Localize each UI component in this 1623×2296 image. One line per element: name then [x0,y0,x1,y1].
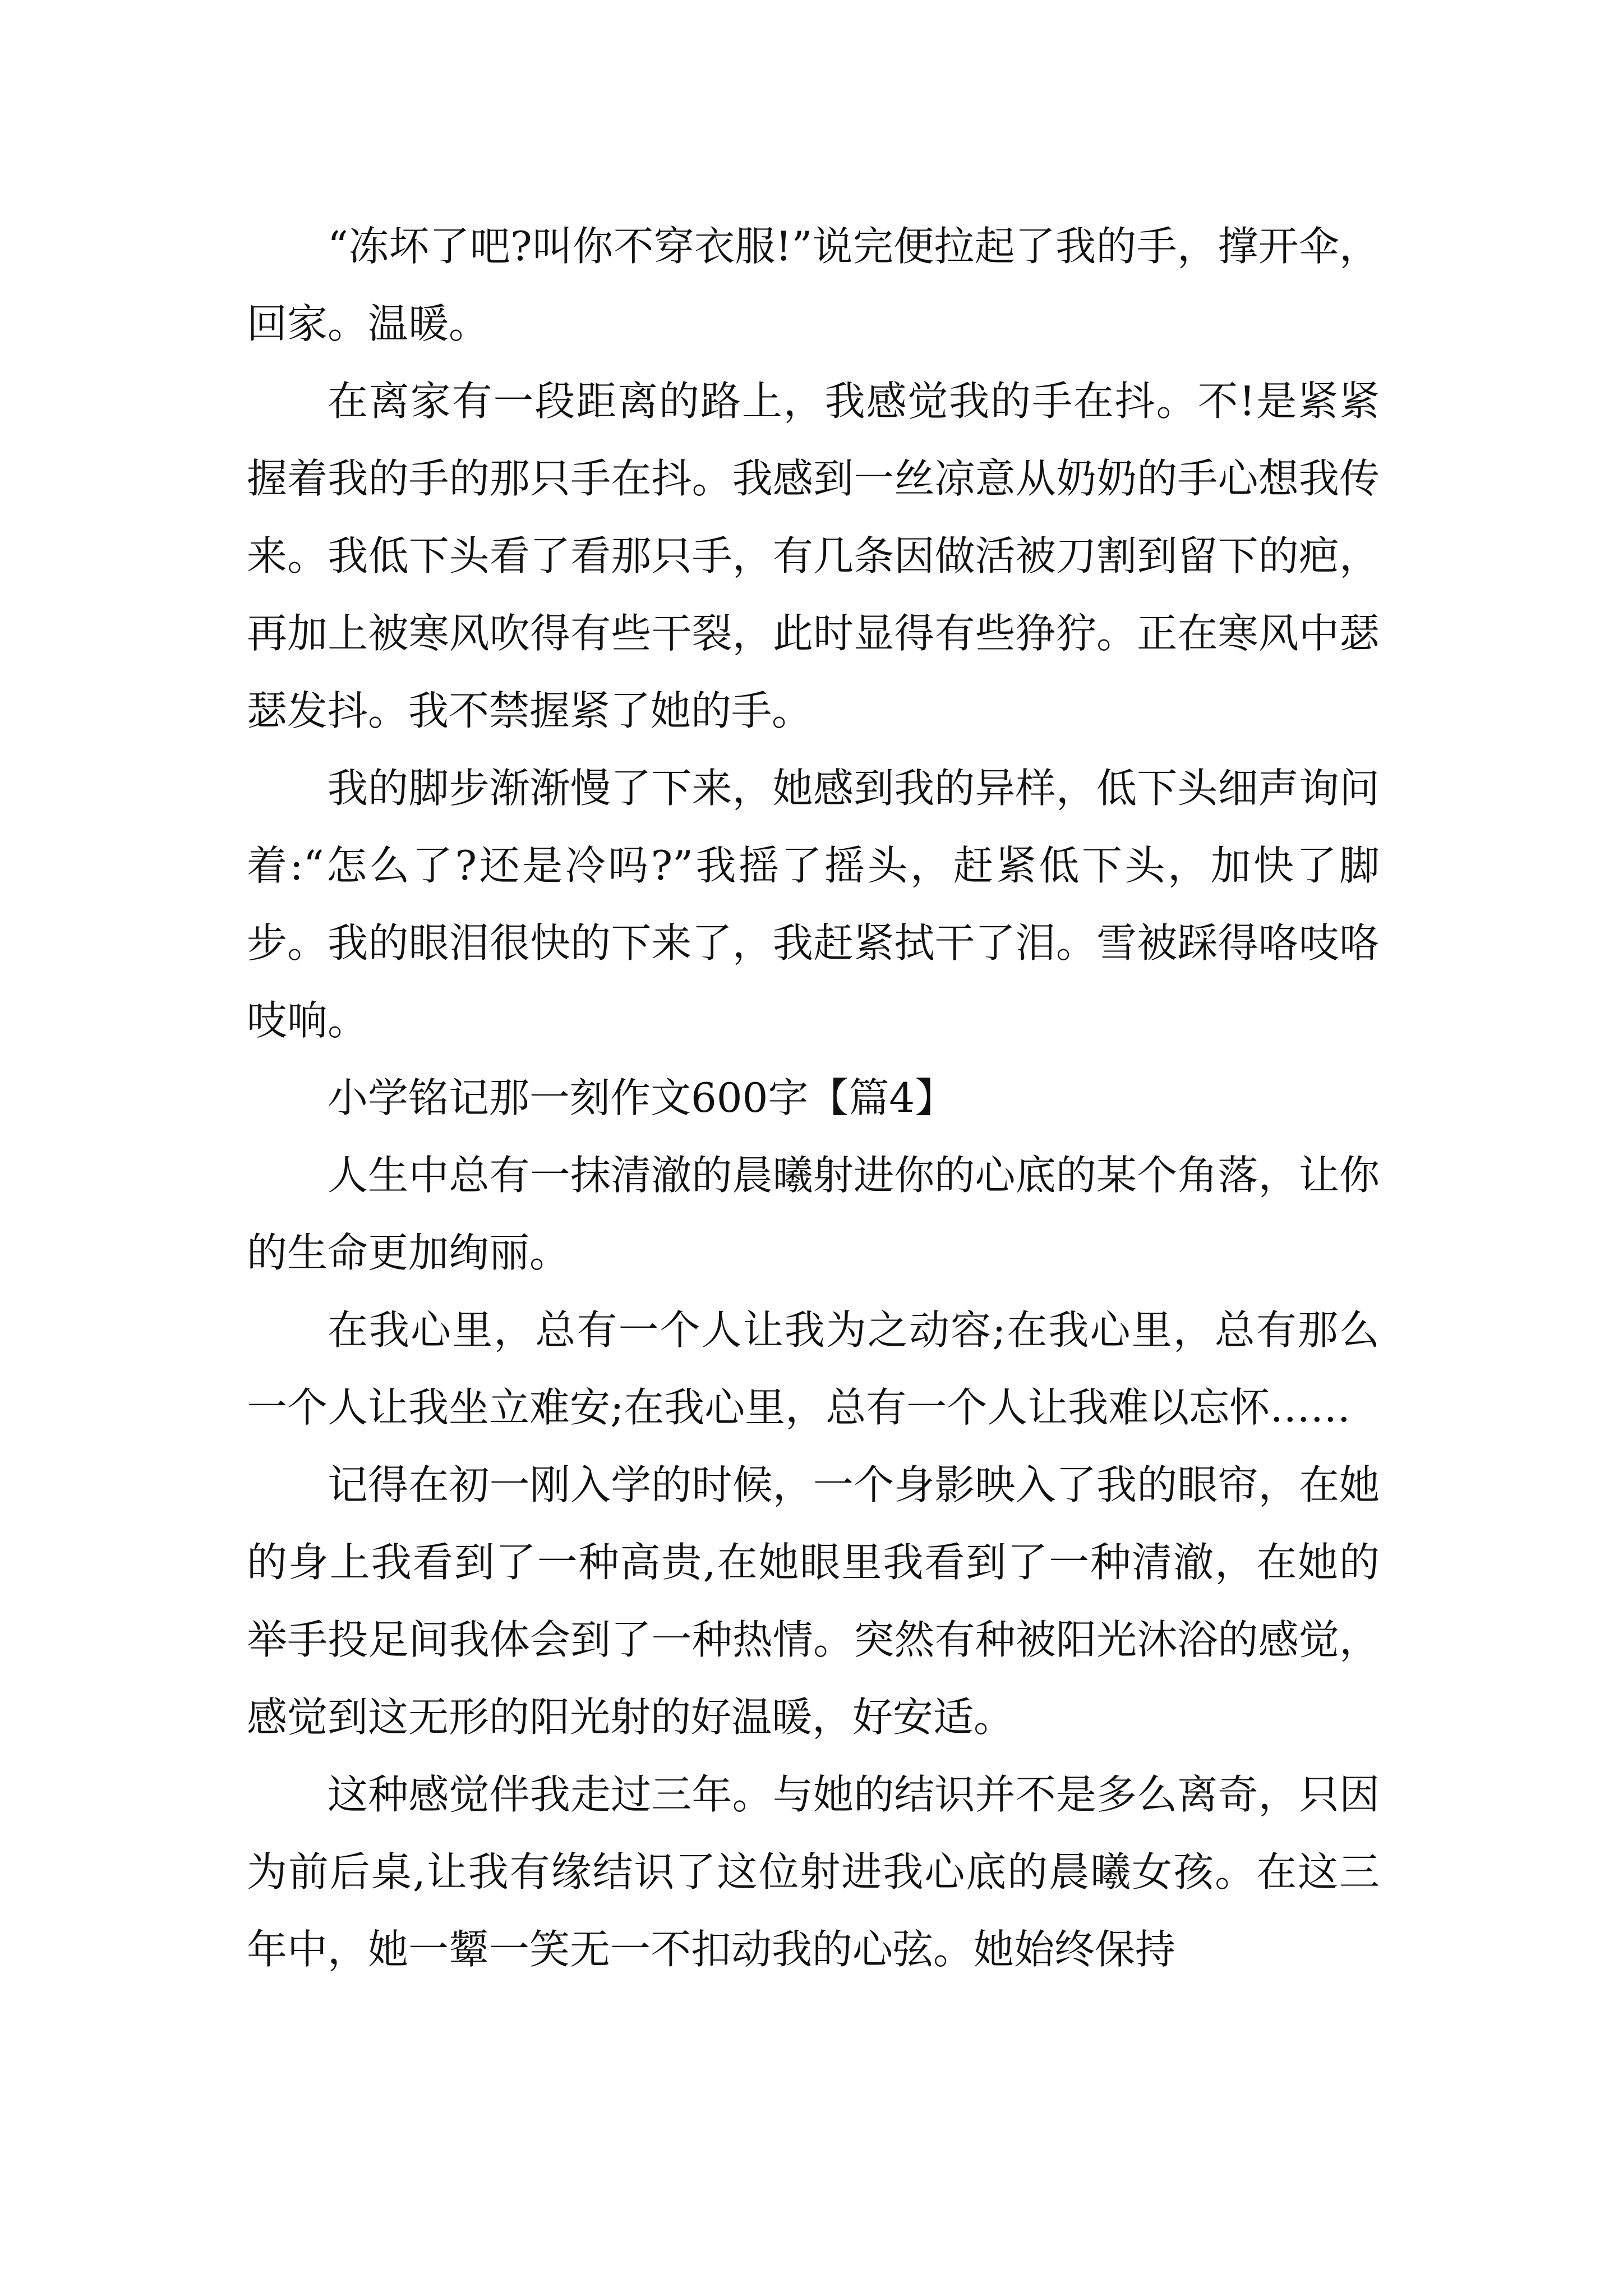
paragraph-4: 人生中总有一抹清澈的晨曦射进你的心底的某个角落，让你的生命更加绚丽。 [247,1152,1380,1276]
section-heading: 小学铭记那一刻作文600字【篇4】 [328,1074,956,1121]
paragraph-5: 在我心里，总有一个人让我为之动容;在我心里，总有那么一个人让我坐立难安;在我心里，总有一个人让我难以忘怀…… [247,1306,1380,1431]
paragraph-6: 记得在初一刚入学的时候，一个身影映入了我的眼帘，在她的身上我看到了一种高贵,在她眼里我看到了一种清澈，在她的举手投足间我体会到了一种热情。突然有种被阳光沐浴的感觉，感觉到这无形的阳光射的好温暖，好安适。 [247,1461,1380,1741]
paragraph-3: 我的脚步渐渐慢了下来，她感到我的异样，低下头细声询问着:“怎么了?还是冷吗?”我摇了摇头，赶紧低下头，加快了脚步。我的眼泪很快的下来了，我赶紧拭干了泪。雪被踩得咯吱咯吱响。 [247,765,1380,1044]
paragraph-7: 这种感觉伴我走过三年。与她的结识并不是多么离奇，只因为前后桌,让我有缘结识了这位射进我心底的晨曦女孩。在这三年中，她一颦一笑无一不扣动我的心弦。她始终保持 [247,1771,1380,1973]
paragraph-1: “冻坏了吧?叫你不穿衣服!”说完便拉起了我的手，撑开伞，回家。温暖。 [247,223,1380,347]
document-body [247,208,1380,1988]
paragraph-2: 在离家有一段距离的路上，我感觉我的手在抖。不!是紧紧握着我的手的那只手在抖。我感到一丝凉意从奶奶的手心想我传来。我低下头看了看那只手，有几条因做活被刀割到留下的疤，再加上被寒风吹得有些干裂，此时显得有些狰狞。正在寒风中瑟瑟发抖。我不禁握紧了她的手。 [247,378,1380,734]
